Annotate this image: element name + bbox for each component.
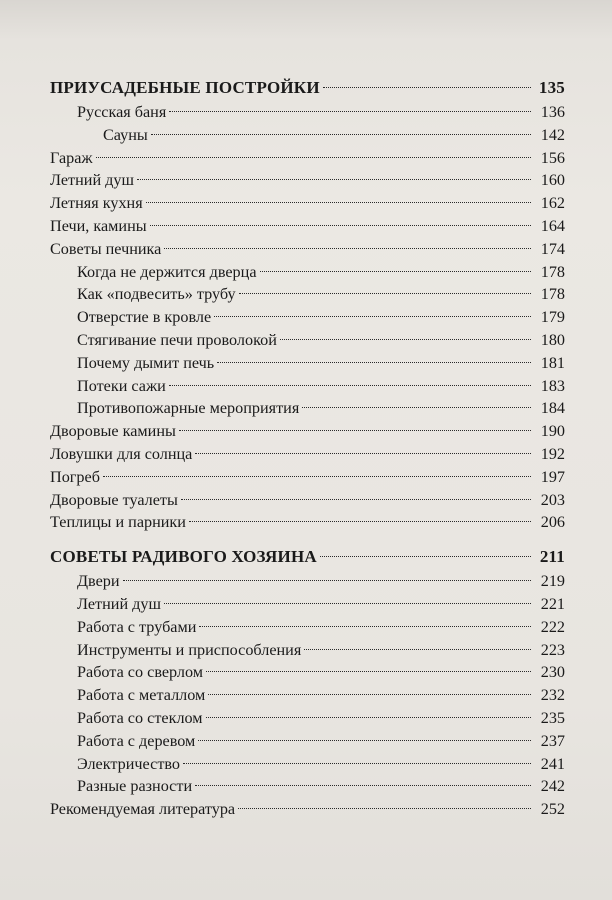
toc-entry [50, 352, 565, 375]
toc-entry [50, 261, 565, 284]
toc-entry-page-number: 181 [540, 353, 565, 372]
toc-entry-title: Советы печника [50, 239, 162, 258]
toc-entry-title: ПРИУСАДЕБНЫЕ ПОСТРОЙКИ [50, 78, 320, 97]
toc-entry [50, 124, 565, 147]
dot-leader [304, 649, 531, 650]
dot-leader [181, 499, 531, 500]
dot-leader [189, 521, 531, 522]
toc-entry-title: Ловушки для солнца [50, 444, 193, 463]
toc-entry-title: Как «подвесить» трубу [77, 285, 236, 304]
toc-entry [50, 730, 565, 753]
toc-entry [50, 215, 565, 238]
toc-entry-title: Отверстие в кровле [77, 308, 212, 327]
toc-entry-page-number: 183 [540, 376, 565, 395]
toc-entry [50, 147, 565, 170]
dot-leader [199, 626, 531, 627]
toc-entry-page-number: 206 [540, 513, 565, 532]
dot-leader [195, 453, 531, 454]
dot-leader [137, 179, 531, 180]
toc-entry [50, 616, 565, 639]
toc-entry-page-number: 179 [540, 308, 565, 327]
toc-entry-title: Дворовые туалеты [50, 490, 178, 509]
toc-entry-title: Летний душ [77, 594, 161, 613]
dot-leader [179, 430, 531, 431]
dot-leader [198, 740, 531, 741]
toc-entry-page-number: 190 [540, 422, 565, 441]
toc-entry-page-number: 221 [540, 594, 565, 613]
toc-entry [50, 489, 565, 512]
toc-entry-page-number: 197 [540, 467, 565, 486]
dot-leader [260, 271, 532, 272]
toc-entry-page-number: 178 [540, 262, 565, 281]
dot-leader [238, 808, 531, 809]
toc-entry-page-number: 174 [540, 239, 565, 258]
toc-entry-page-number: 241 [540, 754, 565, 773]
toc-entry-title: СОВЕТЫ РАДИВОГО ХОЗЯИНА [50, 547, 317, 567]
toc-entry-page-number: 192 [540, 444, 565, 463]
toc-entry [50, 570, 565, 593]
dot-leader [206, 717, 531, 718]
toc-entry-title: Русская баня [77, 103, 167, 121]
toc-entry-page-number: 222 [540, 617, 565, 636]
toc-entry-title: Гараж [50, 148, 93, 167]
toc-entry-title: Дворовые камины [50, 422, 176, 441]
dot-leader [217, 362, 531, 363]
toc-entry [50, 283, 565, 306]
dot-leader [146, 202, 531, 203]
toc-entry-page-number: 135 [538, 78, 565, 97]
toc-entry-title: Работа со стеклом [77, 708, 203, 727]
toc-section-heading [50, 74, 565, 101]
toc-entry [50, 375, 565, 398]
toc-entry-page-number: 211 [539, 547, 565, 567]
toc-entry-page-number: 180 [540, 330, 565, 349]
toc-entry [50, 798, 565, 821]
toc-entry [50, 511, 565, 534]
toc-entry-title: Электричество [77, 754, 181, 773]
toc-entry [50, 707, 565, 730]
toc-entry-page-number: 160 [540, 171, 565, 190]
toc-entry-title: Погреб [50, 467, 100, 486]
toc-entry-page-number: 235 [540, 708, 565, 727]
toc-entry-page-number: 184 [540, 399, 565, 418]
toc-entry [50, 101, 565, 124]
toc-entry [50, 593, 565, 616]
toc-entry-title: Летний душ [50, 171, 134, 190]
toc-section [50, 74, 565, 534]
dot-leader [208, 694, 531, 695]
toc-entry [50, 169, 565, 192]
toc-entry-page-number: 203 [540, 490, 565, 509]
toc-entry-page-number: 230 [540, 663, 565, 682]
toc-entry-title: Разные разности [77, 777, 193, 796]
toc-entry-page-number: 252 [540, 800, 565, 819]
toc-entry-title: Когда не держится дверца [77, 262, 257, 281]
toc-entry-title: Работа с металлом [77, 686, 206, 705]
dot-leader [164, 603, 531, 604]
toc-entry-title: Сауны [103, 125, 148, 144]
dot-leader [150, 225, 531, 226]
toc-entry-title: Печи, камины [50, 216, 147, 235]
toc-entry-title: Потеки сажи [77, 376, 166, 395]
toc-entry [50, 192, 565, 215]
dot-leader [206, 671, 531, 672]
toc-entry-title: Летняя кухня [50, 194, 143, 213]
toc-entry [50, 753, 565, 776]
toc-entry-title: Теплицы и парники [50, 513, 186, 532]
dot-leader [239, 293, 531, 294]
toc-entry [50, 661, 565, 684]
dot-leader [123, 580, 531, 581]
toc-entry [50, 775, 565, 798]
toc-entry [50, 443, 565, 466]
toc-entry-title: Почему дымит печь [77, 353, 215, 372]
toc-entry [50, 639, 565, 662]
toc-entry-page-number: 237 [540, 731, 565, 750]
toc-entry-page-number: 242 [540, 777, 565, 796]
dot-leader [151, 134, 531, 135]
dot-leader [214, 316, 531, 317]
toc-entry-page-number: 164 [540, 216, 565, 235]
toc-entry-page-number: 232 [540, 686, 565, 705]
toc-entry-title: Стягивание печи проволокой [77, 330, 277, 349]
toc-entry-page-number: 219 [540, 572, 565, 591]
dot-leader [169, 111, 531, 112]
dot-leader [302, 407, 531, 408]
toc-entry-page-number: 178 [540, 285, 565, 304]
table-of-contents [50, 74, 565, 821]
toc-entry [50, 306, 565, 329]
toc-entry-page-number: 162 [540, 194, 565, 213]
dot-leader [169, 385, 531, 386]
dot-leader [280, 339, 531, 340]
dot-leader [103, 476, 531, 477]
dot-leader [183, 763, 531, 764]
toc-entry-page-number: 223 [540, 640, 565, 659]
toc-entry [50, 466, 565, 489]
dot-leader [320, 556, 531, 557]
dot-leader [323, 87, 531, 88]
toc-entry-title: Двери [77, 572, 120, 591]
toc-entry-page-number: 142 [540, 125, 565, 144]
toc-entry-page-number: 136 [540, 103, 565, 121]
toc-entry-title: Противопожарные мероприятия [77, 399, 300, 418]
toc-entry-title: Работа со сверлом [77, 663, 204, 682]
dot-leader [96, 157, 531, 158]
toc-entry [50, 684, 565, 707]
toc-entry [50, 420, 565, 443]
dot-leader [164, 248, 531, 249]
toc-entry-title: Инструменты и приспособления [77, 640, 302, 659]
toc-entry [50, 329, 565, 352]
toc-entry [50, 397, 565, 420]
toc-entry-page-number: 156 [540, 148, 565, 167]
toc-entry-title: Работа с деревом [77, 731, 196, 750]
toc-section [50, 543, 565, 821]
toc-section-heading [50, 543, 565, 570]
dot-leader [195, 785, 531, 786]
toc-entry-title: Работа с трубами [77, 617, 197, 636]
toc-entry [50, 238, 565, 261]
toc-entry-title: Рекомендуемая литература [50, 800, 236, 819]
